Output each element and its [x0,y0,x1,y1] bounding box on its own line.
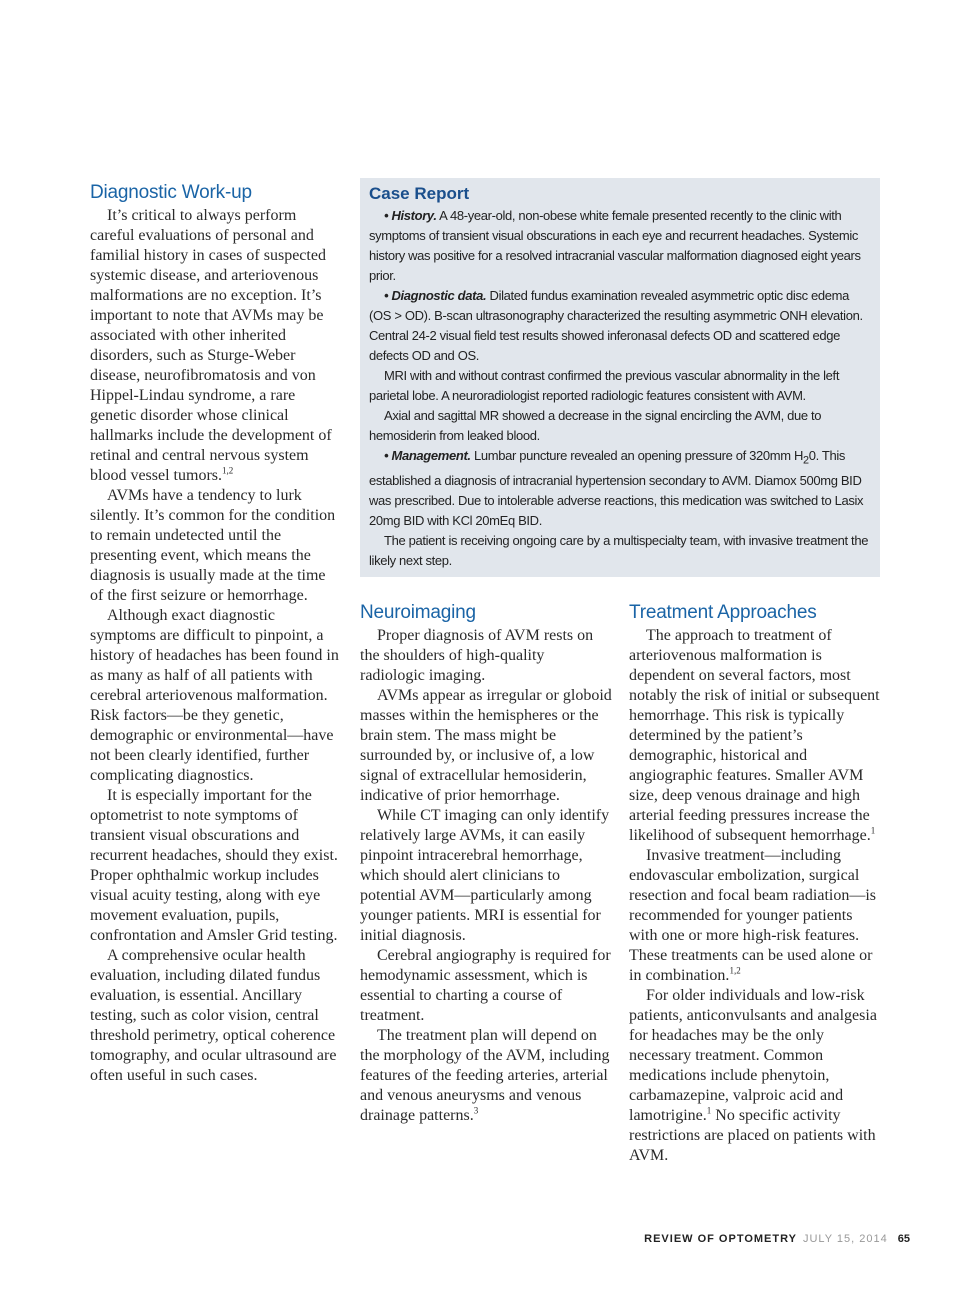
citation: 1 [870,825,876,836]
section-heading-treatment-approaches: Treatment Approaches [629,602,817,623]
case-report-box [360,178,880,577]
subscript: 2 [803,454,809,467]
citation: 1,2 [222,465,234,476]
management-lead: • Management. [384,448,471,463]
paragraph: AVMs have a tendency to lurk silently. It’s common for the condition to remain undetected until the presenting event, which means the diagnosis is usually made at the time of the first seizure or hemorrhage. [90,487,336,604]
diagnostic-lead: • Diagnostic data. [384,288,487,303]
citation: 1,2 [729,965,741,976]
issue-date: JULY 15, 2014 [802,1233,888,1245]
paragraph: While CT imaging can only identify relatively large AVMs, it can easily pinpoint intracerebral hemorrhage, which should alert clinicians to potential AVM—particularly among younger patients. MRI is essential for initial diagnosis. [360,807,610,944]
case-report-title: Case Report [369,184,470,203]
paragraph: Cerebral angiography is required for hemodynamic assessment, which is essential to charting a course of treatment. [360,947,611,1024]
page-footer [644,1232,910,1246]
section-heading-neuroimaging: Neuroimaging [360,602,476,623]
column-middle [360,602,612,1126]
paragraph: Proper diagnosis of AVM rests on the shoulders of high-quality radiologic imaging. [360,627,594,684]
paragraph: For older individuals and low-risk patients, anticonvulsants and analgesia for headaches may be the only necessary treatment. Common medications include phenytoin, carbamazepine, valproic acid and lamotrigine.$^1$ No specific activity restrictions are placed on patients with AVM. [629,987,877,1164]
paragraph: The treatment plan will depend on the morphology of the AVM, including features of the feeding arteries, arterial and venous aneurysms and venous drainage patterns.$^3$ [360,1027,610,1124]
case-diagnostic-data: • Diagnostic data. Dilated fundus examination revealed asymmetric optic disc edema (OS > OD). B-scan ultrasonography characterized the resulting asymmetric ONH elevation. Central 24-2 visual field test results showed inferonasal defects OD and scattered edge defects OD and OS. [369,288,863,363]
section-heading-diagnostic-workup: Diagnostic Work-up [90,182,252,203]
case-history: • History. A 48-year-old, non-obese white female presented recently to the clinic with symptoms of transient visual obscurations in each eye and recurrent headaches. Systemic history was positive for a resolved intracranial vascular malformation diagnosed eight years prior. [369,208,861,283]
publication-name: REVIEW OF OPTOMETRY [644,1233,797,1245]
paragraph: A comprehensive ocular health evaluation, including dilated fundus evaluation, is essential. Ancillary testing, such as color vision, central threshold perimetry, optical coherence tomography, and ocular ultrasound are often useful in such cases. [90,947,337,1084]
case-management: • Management. Lumbar puncture revealed an opening pressure of 320mm $H_20$. This established a diagnosis of intracranial hypertension secondary to AVM. Diamox 500mg BID was prescribed. Due to intolerable adverse reactions, this medication was switched to Lasix 20mg BID with KCl 20mEq BID. [369,448,864,528]
paragraph: Invasive treatment—including endovascular embolization, surgical resection and focal beam radiation—is recommended for younger patients with one or more high-risk features. These treatments can be used alone or in combination.$^{1,2}$ [629,847,877,984]
column-left [90,182,342,1086]
paragraph: It’s critical to always perform careful evaluations of personal and familial history in cases of suspected systemic disease, and arteriovenous malformations are no exception. It’s important to note that AVMs may be associated with other inherited disorders, such as Sturge-Weber disease, neurofibromatosis and von Hippel-Lindau syndrome, a rare genetic disorder whose clinical hallmarks include the development of retinal and central nervous system blood vessel tumors.$^{1,2}$ [90,207,332,484]
case-mri: MRI with and without contrast confirmed the previous vascular abnormality in the left parietal lobe. A neuroradiologist reported radiologic features consistent with AVM. [369,368,840,403]
history-lead: • History. [384,208,437,223]
paragraph: The approach to treatment of arteriovenous malformation is dependent on several factors, most notably the risk of initial or subsequent hemorrhage. This risk is typically determined by the patient’s demographic, historical and angiographic features. Smaller AVM size, deep venous drainage and high arterial feeding pressures increase the likelihood of subsequent hemorrhage.$^1$ [629,627,880,844]
citation: 1 [706,1105,712,1116]
paragraph: AVMs appear as irregular or globoid masses within the hemispheres or the brain stem. The mass might be surrounded by, or inclusive of, a low signal of extracellular hemosiderin, indicative of prior hemorrhage. [360,687,612,804]
case-ongoing-care: The patient is receiving ongoing care by a multispecialty team, with invasive treatment the likely next step. [369,532,869,568]
page-number: 65 [897,1233,910,1245]
paragraph: Although exact diagnostic symptoms are difficult to pinpoint, a history of headaches has been found in as many as half of all patients with cerebral arteriovenous malformation. Risk factors—be they genetic, demographic or environmental—have not been clearly identified, further complicating diagnostics. [90,607,339,784]
case-axial: Axial and sagittal MR showed a decrease in the signal encircling the AVM, due to hemosiderin from leaked blood. [369,408,822,443]
column-right [629,602,881,1166]
citation: 3 [473,1105,479,1116]
paragraph: It is especially important for the optometrist to note symptoms of transient visual obscurations and recurrent headaches, should they exist. Proper ophthalmic workup includes visual acuity testing, along with eye movement evaluation, pupils, confrontation and Amsler Grid testing. [90,787,338,944]
